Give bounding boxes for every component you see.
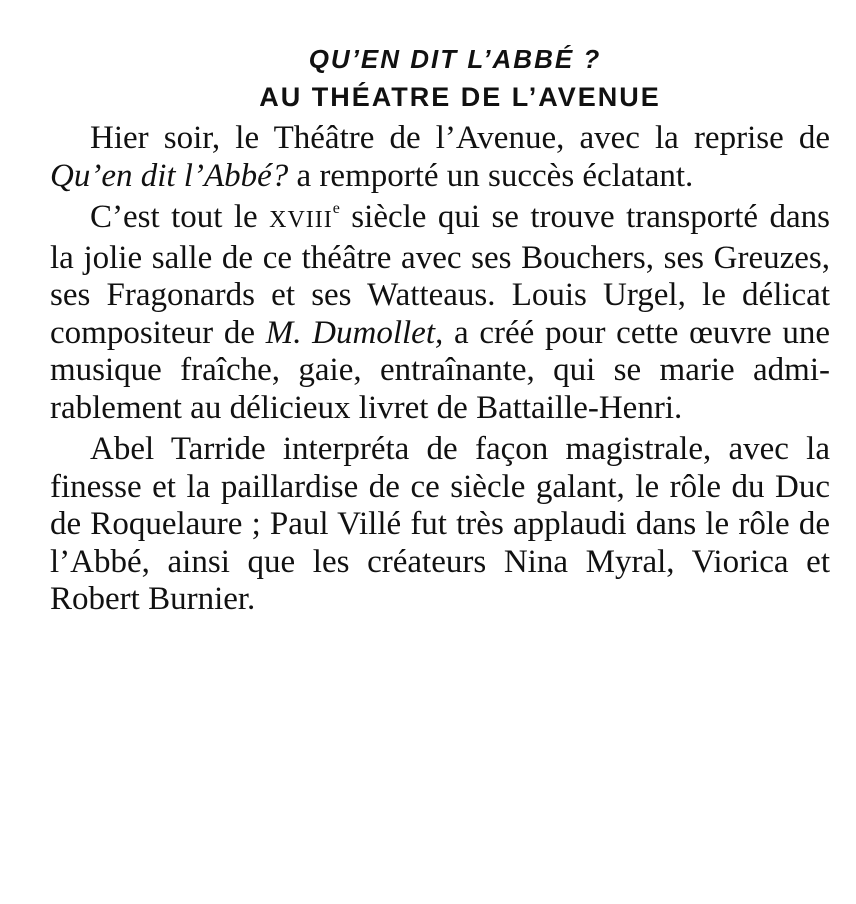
century-superscript: e — [332, 200, 340, 217]
work-title: M. Dumollet, — [265, 314, 444, 351]
paragraph-1-text-b: a remporté un succès éclatant. — [288, 157, 694, 194]
article-headline: AU THÉATRE DE L’AVENUE — [259, 82, 661, 112]
paragraph-3: Abel Tarride interpréta de façon magistrale, avec la finesse et la paillardise de ce siècle galant, le rôle du Duc de Roquelaure ; Paul Villé fut très applaudi dans le rôle de l’Abbé, ainsi que les créateurs Nina Myral, Viorica et Robert Burnier. — [50, 431, 830, 617]
paragraph-2-text-c: a créé pour cette œuvre une musique fraîche, gaie, entraînante, qui se marie admirablement au délicieux livret de Battaille-Henri. — [50, 314, 831, 426]
paragraph-1 — [50, 120, 830, 195]
article-kicker: QU’EN DIT L’ABBÉ ? — [308, 44, 602, 74]
paragraph-1-text-a: Hier soir, le Théâtre de l’Avenue, avec la reprise de — [90, 120, 830, 156]
paragraph-2 — [50, 199, 830, 427]
paragraph-2-text-b: siècle qui se trouve transporté dans la jolie salle de ce théâtre avec ses Bouchers, ses Greuzes, ses Fragonards et ses Watteaus. Louis Urgel, le délicat compositeur de — [50, 199, 831, 351]
century-numeral: XVIII — [269, 207, 333, 233]
paragraph-2-text-a: C’est tout le — [90, 199, 270, 235]
play-title: Qu’en dit l’Abbé? — [50, 157, 289, 194]
newspaper-article — [50, 42, 830, 619]
